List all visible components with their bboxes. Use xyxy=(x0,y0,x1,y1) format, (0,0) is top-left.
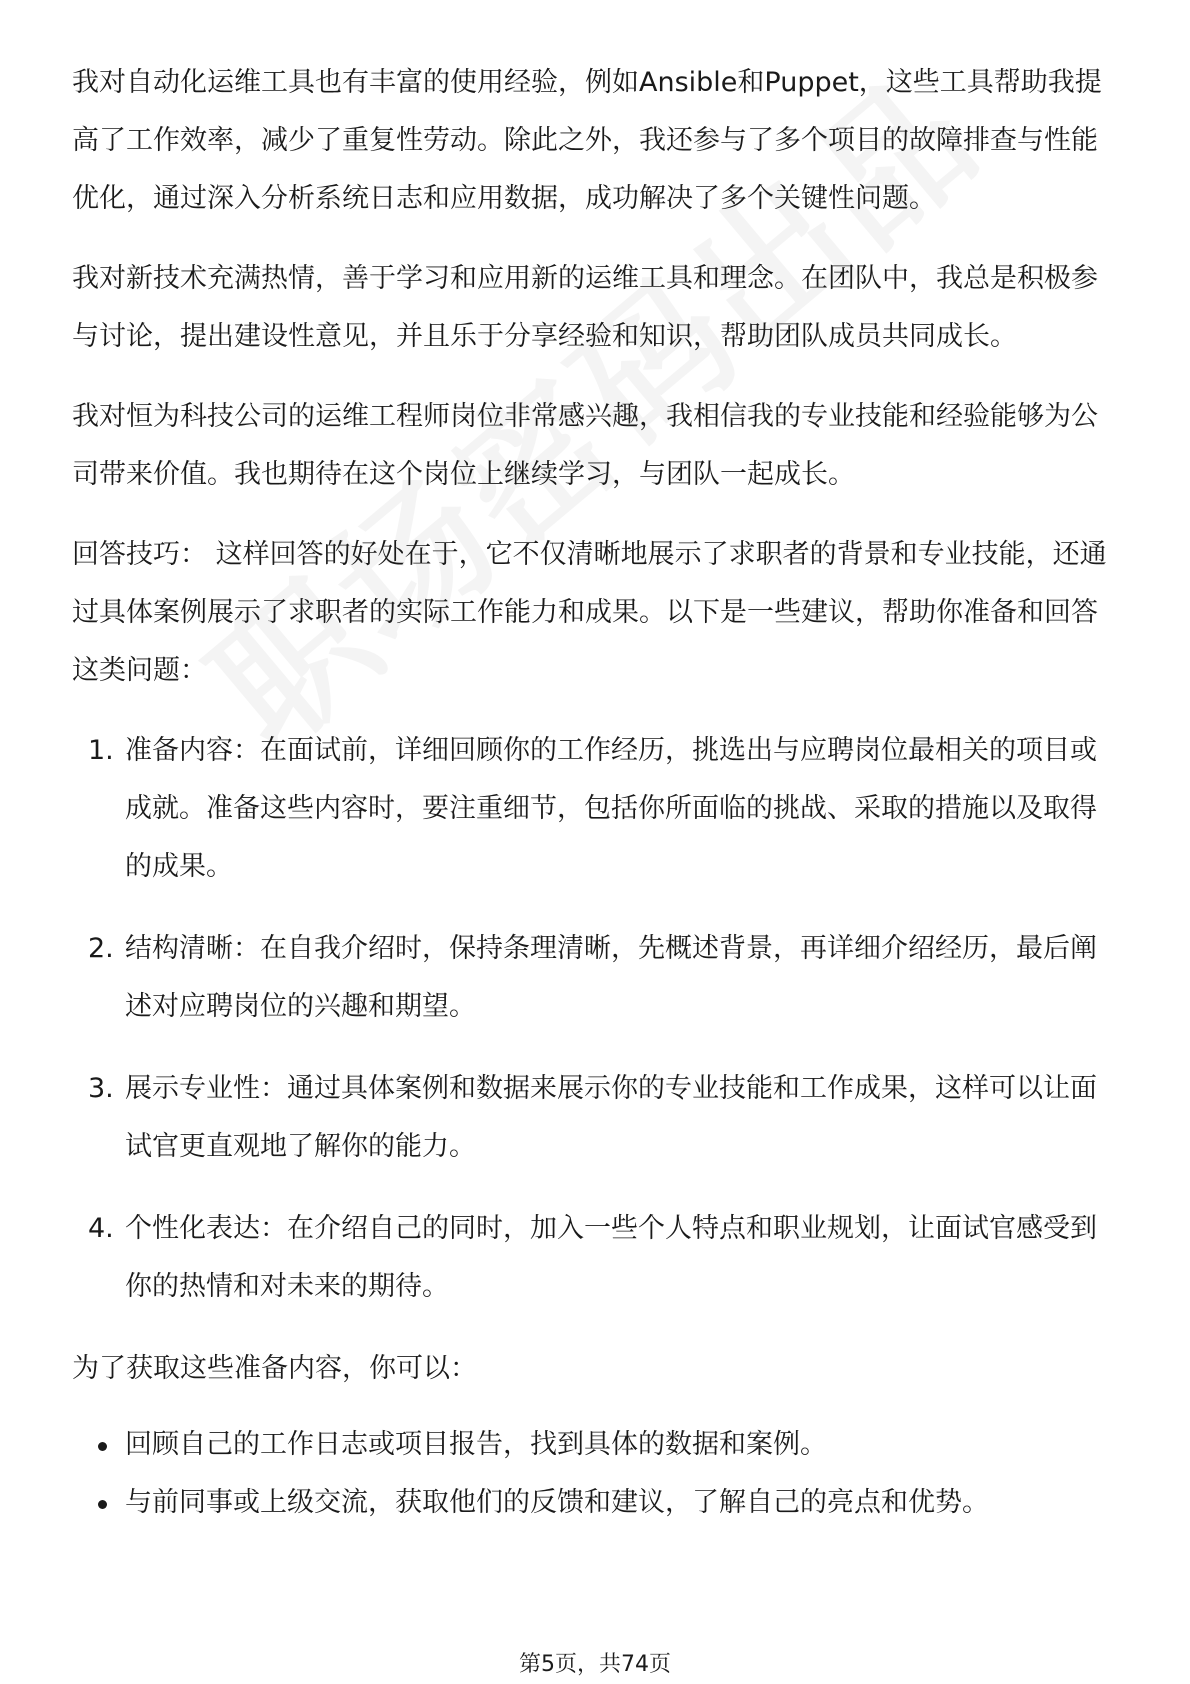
list-item xyxy=(72,1416,1120,1474)
tips-list xyxy=(72,722,1120,1316)
list-item-text: 回顾自己的工作日志或项目报告，找到具体的数据和案例。 xyxy=(125,1429,827,1460)
list-item xyxy=(72,722,1120,896)
answer-tips-paragraph: 回答技巧： 这样回答的好处在于，它不仅清晰地展示了求职者的背景和专业技能，还通过具体案例展示了求职者的实际工作能力和成果。以下是一些建议，帮助你准备和回答这类问题： xyxy=(72,539,1107,686)
list-number: 2. xyxy=(88,933,114,964)
bullet-icon xyxy=(98,1442,107,1451)
list-item xyxy=(72,1060,1120,1176)
list-number: 4. xyxy=(88,1213,114,1244)
paragraph: 我对自动化运维工具也有丰富的使用经验，例如Ansible和Puppet，这些工具帮助我提高了工作效率，减少了重复性劳动。除此之外，我还参与了多个项目的故障排查与性能优化，通过深入分析系统日志和应用数据，成功解决了多个关键性问题。 xyxy=(72,67,1102,214)
document-body xyxy=(72,54,1120,1532)
list-number: 1. xyxy=(88,735,114,766)
list-item xyxy=(72,1474,1120,1532)
list-item-text: 准备内容：在面试前，详细回顾你的工作经历，挑选出与应聘岗位最相关的项目或成就。准备这些内容时，要注重细节，包括你所面临的挑战、采取的措施以及取得的成果。 xyxy=(125,735,1097,882)
page-footer: 第5页，共74页 xyxy=(519,1652,671,1677)
list-item xyxy=(72,920,1120,1036)
bullet-icon xyxy=(98,1500,107,1509)
list-item-text: 展示专业性：通过具体案例和数据来展示你的专业技能和工作成果，这样可以让面试官更直观地了解你的能力。 xyxy=(125,1073,1097,1162)
bullets-intro: 为了获取这些准备内容，你可以： xyxy=(72,1353,477,1384)
list-item-text: 个性化表达：在介绍自己的同时，加入一些个人特点和职业规划，让面试官感受到你的热情和对未来的期待。 xyxy=(125,1213,1097,1302)
paragraph: 我对恒为科技公司的运维工程师岗位非常感兴趣，我相信我的专业技能和经验能够为公司带来价值。我也期待在这个岗位上继续学习，与团队一起成长。 xyxy=(72,401,1098,490)
bullet-list xyxy=(72,1416,1120,1532)
list-item xyxy=(72,1200,1120,1316)
list-item-text: 与前同事或上级交流，获取他们的反馈和建议，了解自己的亮点和优势。 xyxy=(125,1487,989,1518)
list-number: 3. xyxy=(88,1073,114,1104)
list-item-text: 结构清晰：在自我介绍时，保持条理清晰，先概述背景，再详细介绍经历，最后阐述对应聘岗位的兴趣和期望。 xyxy=(125,933,1097,1022)
paragraph: 我对新技术充满热情，善于学习和应用新的运维工具和理念。在团队中，我总是积极参与讨论，提出建设性意见，并且乐于分享经验和知识，帮助团队成员共同成长。 xyxy=(72,263,1098,352)
